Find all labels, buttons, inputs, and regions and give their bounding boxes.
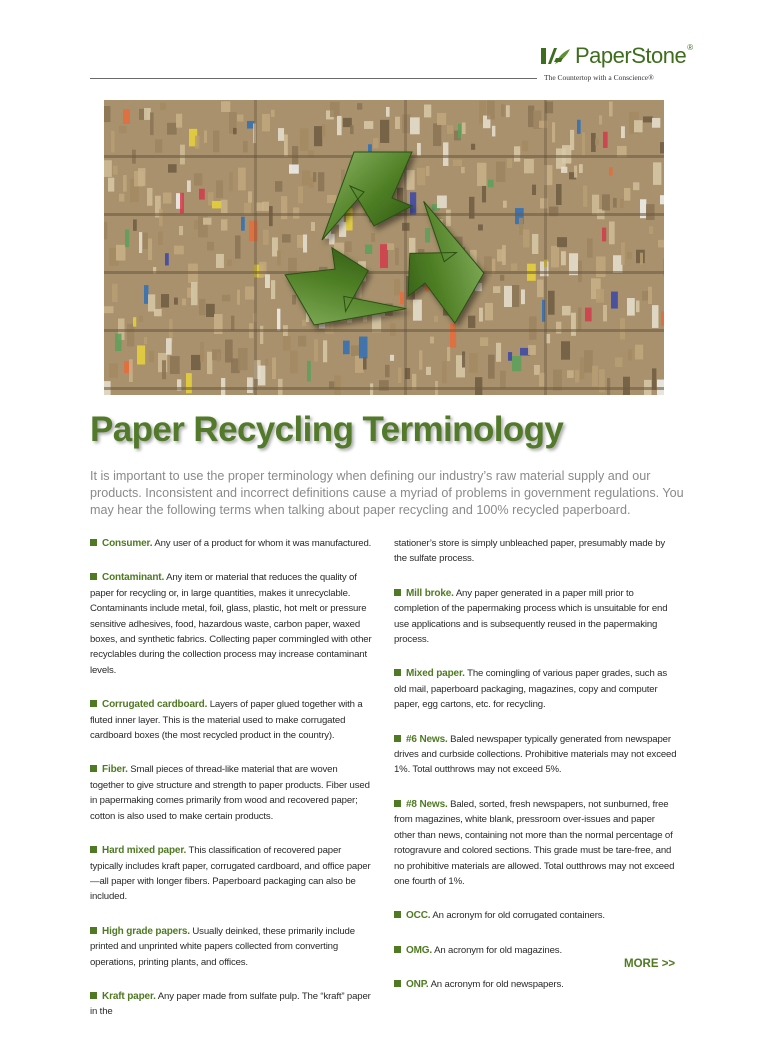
glossary-definition: Baled, sorted, fresh newspapers, not sunburned, free from magazines, white blank, pressroom over-issues and paper other than news, containing not more than the normal percentage of rotogravure and colored sections. This grade must be tare-free, and no prohibitive materials are allowed. Total outthrows may not exceed one fourth of 1%. xyxy=(394,798,675,887)
glossary-definition: This classification of recovered paper typically includes kraft paper, corrugated cardboard, and office paper—all paper with longer fibers. Paperboard packaging can also be included. xyxy=(90,845,371,903)
paperstone-leaf-logo-icon xyxy=(541,46,571,66)
glossary-definition: Any paper made from sulfate pulp. The “kraft” paper in the xyxy=(90,990,371,1018)
square-bullet-icon xyxy=(90,573,97,580)
glossary-term: ONP. xyxy=(406,979,429,991)
glossary-entry-mill-broke xyxy=(394,586,677,648)
glossary-definition: An acronym for old newspapers. xyxy=(430,979,564,991)
glossary-definition: Baled newspaper typically generated from newspaper drives and curbside collections. Prohibitive materials may not exceed 1%. Total outthrows may not exceed 5%. xyxy=(394,733,677,776)
intro-paragraph: It is important to use the proper terminology when defining our industry’s raw material supply and our products. Inconsistent and incorrect definitions cause a myriad of problems in government regulations. You may hear the following terms when talking about paper recycling and 100% recycled paperboard. xyxy=(90,469,684,517)
glossary-term: Mill broke. xyxy=(406,587,454,599)
square-bullet-icon xyxy=(90,765,97,772)
glossary-entry-occ xyxy=(394,908,677,923)
glossary-term: OMG. xyxy=(406,944,433,956)
glossary-entry-kraft-paper xyxy=(90,989,373,1020)
glossary-entry-fiber xyxy=(90,762,373,824)
square-bullet-icon xyxy=(394,589,401,596)
glossary-right-column xyxy=(394,536,677,1012)
glossary-definition: Any user of a product for whom it was manufactured. xyxy=(154,538,372,549)
square-bullet-icon xyxy=(90,927,97,934)
glossary-right-entries xyxy=(394,586,677,993)
glossary-definition: Small pieces of thread-like material that are woven together to give structure and strength to paper products. Fiber used in papermaking comes primarily from wood and recovered paper; cotton is also used to make certain products. xyxy=(90,764,370,822)
more-link[interactable]: MORE >> xyxy=(624,958,676,970)
square-bullet-icon xyxy=(90,846,97,853)
glossary-entry-omg xyxy=(394,943,677,958)
glossary-term: Consumer. xyxy=(102,538,153,549)
glossary-term: Fiber. xyxy=(102,764,128,776)
square-bullet-icon xyxy=(394,980,401,987)
header-rule xyxy=(90,78,537,79)
square-bullet-icon xyxy=(394,800,401,807)
kraft-paper-continuation: stationer’s store is simply unbleached paper, presumably made by the sulfate process. xyxy=(394,538,666,565)
glossary-entry-corrugated-cardboard xyxy=(90,697,373,743)
brand-registered-mark: ® xyxy=(687,43,693,52)
glossary-entry-hard-mixed-paper xyxy=(90,843,373,905)
glossary-definition: Any item or material that reduces the quality of paper for recycling or, in large quantities, makes it unrecyclable. Contaminants include metal, foil, glass, plastic, hot melt or pressure sensitive adhesives, food, hazardous waste, carbon paper, waxed boxes, and synthetic fabrics. Collecting paper commingled with other recyclables during the collection process may increase contaminant levels. xyxy=(90,572,372,676)
brand-name: PaperStone® xyxy=(575,43,693,68)
glossary-term: #6 News. xyxy=(406,733,448,745)
glossary-term: #8 News. xyxy=(406,798,448,810)
glossary-entry-consumer xyxy=(90,536,373,551)
page-title: Paper Recycling Terminology xyxy=(90,410,564,449)
glossary-definition: An acronym for old corrugated containers. xyxy=(432,910,605,922)
glossary-left-column xyxy=(90,536,373,1039)
glossary-term: High grade papers. xyxy=(102,925,190,937)
glossary-definition: Any paper generated in a paper mill prior to completion of the papermaking process which is unsuitable for end use applications and is subsequently reused in the papermaking process. xyxy=(394,587,668,646)
paperstone-logo xyxy=(541,42,701,86)
glossary-term: Kraft paper. xyxy=(102,990,156,1002)
square-bullet-icon xyxy=(90,539,97,546)
glossary-entry-8-news xyxy=(394,797,677,889)
glossary-definition: Layers of paper glued together with a fluted inner layer. This is the material used to make corrugated cardboard boxes (the most recycled product in the country). xyxy=(90,699,363,742)
glossary-term: Mixed paper. xyxy=(406,668,465,680)
square-bullet-icon xyxy=(90,992,97,999)
hero-image-recycling-bales xyxy=(104,100,664,395)
glossary-term: OCC. xyxy=(406,910,431,922)
glossary-entry-high-grade-papers xyxy=(90,924,373,970)
square-bullet-icon xyxy=(394,946,401,953)
glossary-term: Hard mixed paper. xyxy=(102,845,187,857)
square-bullet-icon xyxy=(394,669,401,676)
glossary-entry-onp xyxy=(394,977,677,992)
hero-illustration xyxy=(104,100,664,395)
square-bullet-icon xyxy=(90,700,97,707)
glossary-term: Contaminant. xyxy=(102,572,165,584)
glossary-definition: The comingling of various paper grades, such as old mail, paperboard packaging, magazines, copy and computer paper, egg cartons, etc. for recycling. xyxy=(394,668,667,711)
glossary-definition: Usually deinked, these primarily include printed and unprinted white papers collected from converting operations, printing plants, and offices. xyxy=(90,925,355,968)
glossary-entry-contaminant xyxy=(90,570,373,678)
square-bullet-icon xyxy=(394,911,401,918)
glossary-definition: An acronym for old magazines. xyxy=(434,944,562,956)
glossary-entry-6-news xyxy=(394,732,677,778)
glossary-term: Corrugated cardboard. xyxy=(102,699,208,711)
brand-tagline: The Countertop with a Conscience® xyxy=(544,73,654,82)
square-bullet-icon xyxy=(394,735,401,742)
glossary-entry-mixed-paper xyxy=(394,666,677,712)
